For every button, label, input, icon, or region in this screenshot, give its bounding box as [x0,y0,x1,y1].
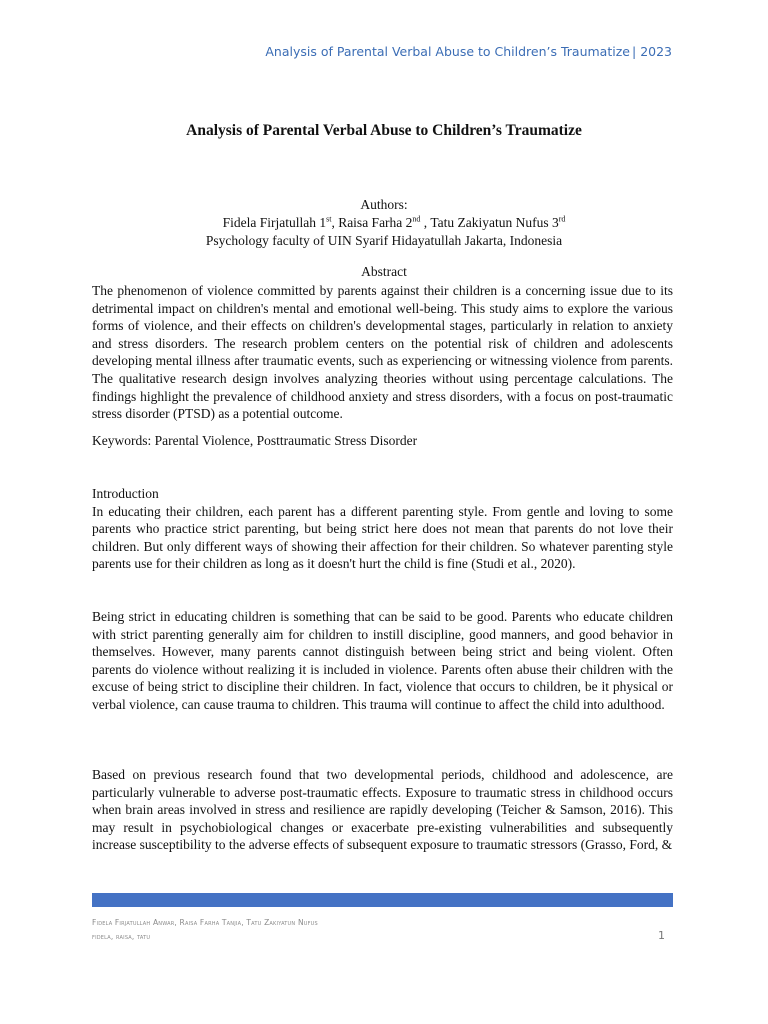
footer-authors: Fidela Firjatullah Anwar, Raisa Farha Tanjia, Tatu Zakiyatun Nufus [92,918,318,927]
author-separator: , [420,215,431,230]
author-name: Fidela Firjatullah 1 [222,215,327,230]
author-ordinal: st [326,214,332,224]
keywords: Keywords: Parental Violence, Posttraumatic Stress Disorder [92,433,418,448]
affiliation: Psychology faculty of UIN Syarif Hidayatullah Jakarta, Indonesia [205,233,563,248]
running-header-separator: | [631,44,637,59]
author-ordinal: rd [558,214,566,224]
paper-title: Analysis of Parental Verbal Abuse to Children’s Traumatize [186,122,582,139]
abstract-heading: Abstract [361,264,407,279]
author-separator: , [331,215,339,230]
footer-initials: fidela, raisa, tatu [92,932,151,941]
abstract-text [92,282,673,423]
author-ordinal: nd [412,214,421,224]
page-number: 1 [658,929,665,942]
introduction-section [92,485,673,573]
paragraph-text: Being strict in educating children is something that can be said to be good. Parents who educate children with strict parenting generally aim for children to instill discipline, good manners, and good behavior in themselves. However, many parents cannot distinguish between being strict and being violent. Often parents do violence without realizing it is included in violence. Parents often abuse their children with the excuse of being strict to discipline their children. In fact, violence that occurs to children, be it physical or verbal violence, can cause trauma to children. This trauma will continue to affect the child into adulthood. [92,609,673,712]
abstract-paragraph: The phenomenon of violence committed by parents against their children is a concerning issue due to its detrimental impact on children's mental and emotional well-being. This study aims to explore the various forms of violence, and their effects on children's developmental stages, particularly in relation to anxiety and stress disorders. The research problem centers on the potential risk of children and adolescents developing mental illness after traumatic events, such as experiencing or witnessing violence from parents. The qualitative research design involves analyzing theories without using percentage calculations. The findings highlight the prevalence of childhood anxiety and stress disorders, with a focus on post-traumatic stress disorder (PTSD) as a potential outcome. [92,283,673,422]
author-name: Raisa Farha 2 [338,215,413,230]
authors-block [0,196,768,250]
author-name: Tatu Zakiyatun Nufus 3 [430,215,559,230]
authors-label: Authors: [360,197,408,212]
paragraph-text: Based on previous research found that two developmental periods, childhood and adolescence, are particularly vulnerable to adverse post-traumatic effects. Exposure to traumatic stress in childhood occurs when brain areas involved in stress and resilience are rapidly developing (Teicher & Samson, 2016). This may result in psychobiological changes or exacerbate pre-existing vulnerabilities and subsequently increase susceptibility to the adverse effects of subsequent exposure to traumatic stressors (Grasso, Ford, & [92,767,673,853]
introduction-paragraph: In educating their children, each parent has a different parenting style. From gentle and loving to some parents who practice strict parenting, but being strict here does not mean that parents do not love their children. But only different ways of showing their affection for their children. So whatever parenting style parents use for their children as long as it doesn't hurt the child is fine (Studi et al., 2020). [92,503,673,572]
body-paragraph-2 [92,608,673,714]
body-paragraph-3 [92,766,673,854]
running-header-title: Analysis of Parental Verbal Abuse to Children’s Traumatize [265,44,630,59]
footer-bar [92,893,673,907]
authors-line [10,214,768,232]
introduction-heading: Introduction [92,486,159,501]
running-header [265,44,672,59]
running-header-year: 2023 [640,44,672,59]
